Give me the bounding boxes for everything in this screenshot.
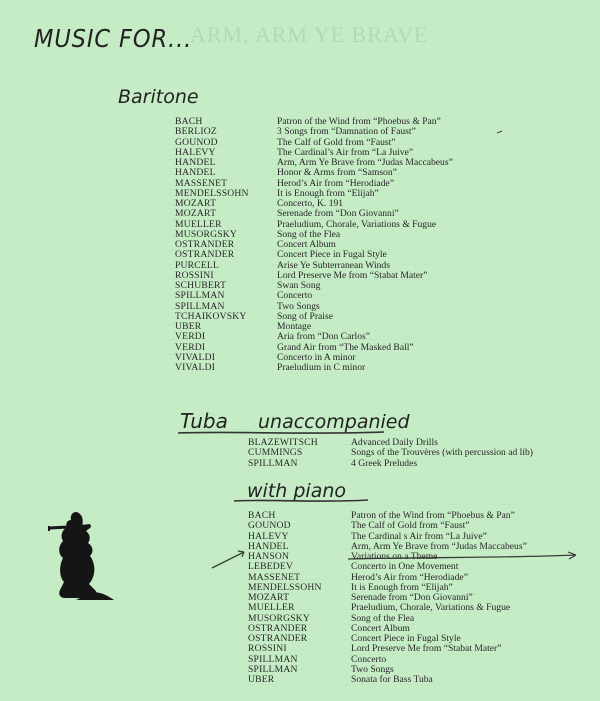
handwritten-arrow-mark: [208, 538, 588, 578]
subsection-title-unaccompanied: unaccompanied: [258, 411, 410, 433]
work-title: Two Songs: [277, 300, 320, 312]
composer-name: VIVALDI: [175, 362, 216, 373]
composer-name: MENDELSSOHN: [175, 187, 249, 199]
work-title: Honor & Arms from “Samson”: [277, 167, 397, 179]
composer-name: GOUNOD: [248, 520, 291, 532]
composer-name: TCHAIKOVSKY: [175, 310, 247, 322]
work-title: 3 Songs from “Damnation of Faust”: [277, 126, 416, 138]
list-item: [175, 168, 453, 178]
work-title: Patron of the Wind from “Phoebus & Pan”: [277, 116, 441, 127]
list-item: [175, 250, 453, 260]
work-title: Serenade from “Don Giovanni”: [351, 592, 473, 603]
work-title: Concert Piece in Fugal Style: [277, 249, 387, 261]
composer-name: SPILLMAN: [248, 457, 298, 469]
work-title: The Calf of Gold from “Faust”: [351, 520, 470, 532]
composer-name: HANDEL: [175, 157, 216, 168]
work-title: Herod’s Air from “Herodiade”: [277, 177, 394, 189]
work-title: It is Enough from “Elijah”: [351, 581, 453, 593]
work-title: Song of the Flea: [277, 228, 341, 240]
composer-name: MUELLER: [248, 602, 295, 614]
work-title: Praeludium in C minor: [277, 362, 366, 373]
work-title: The Cardinal s Air from “La Juive”: [351, 530, 487, 542]
list-item: [248, 603, 527, 613]
composer-name: MOZART: [175, 198, 217, 209]
work-title: Lord Preserve Me from “Stabat Mater”: [277, 269, 428, 281]
composer-name: SPILLMAN: [248, 653, 298, 665]
composer-name: OSTRANDER: [248, 633, 308, 644]
list-item: [248, 448, 533, 458]
list-item: [175, 291, 453, 301]
subsection-title-with-piano: with piano: [247, 480, 346, 502]
work-title: Praeludium, Chorale, Variations & Fugue: [277, 218, 437, 230]
list-item: [248, 675, 527, 685]
composer-name: UBER: [175, 321, 202, 332]
work-title: Arise Ye Subterranean Winds: [277, 259, 390, 271]
composer-name: LEBEDEV: [248, 561, 294, 573]
section-title-tuba: Tuba: [180, 409, 228, 433]
composer-name: PURCELL: [175, 259, 220, 271]
composer-name: HANDEL: [175, 167, 216, 179]
composer-name: MUSORGSKY: [175, 228, 238, 240]
work-title: Serenade from “Don Giovanni”: [277, 208, 399, 220]
composer-name: HANSON: [248, 551, 290, 562]
work-title: Concerto in A minor: [277, 351, 356, 363]
composer-name: CUMMINGS: [248, 447, 303, 459]
handwritten-underline-unaccompanied: [176, 428, 386, 438]
work-title: It is Enough from “Elijah”: [277, 187, 379, 199]
list-item: [248, 459, 533, 469]
stray-dot-mark: [496, 128, 504, 136]
work-title: Arm, Arm Ye Brave from “Judas Maccabeus”: [351, 540, 527, 552]
work-title: Lord Preserve Me from “Stabat Mater”: [351, 643, 502, 655]
flute-player-silhouette-icon: [46, 506, 118, 602]
composer-name: MASSENET: [248, 571, 301, 583]
work-title: Concerto, K. 191: [277, 198, 344, 209]
composer-name: ROSSINI: [248, 643, 287, 655]
section-title-baritone: Baritone: [118, 86, 199, 108]
list-item: [175, 312, 453, 322]
list-item: [175, 363, 453, 373]
work-title: Swan Song: [277, 280, 321, 291]
work-title: Variations on a Theme: [351, 551, 438, 562]
work-title: Arm, Arm Ye Brave from “Judas Maccabeus”: [277, 157, 453, 168]
composer-name: BLAZEWITSCH: [248, 437, 318, 448]
work-title: Advanced Daily Drills: [351, 437, 438, 448]
work-title: Song of the Flea: [351, 612, 415, 624]
work-title: Concert Piece in Fugal Style: [351, 633, 461, 644]
baritone-repertoire-list: [175, 117, 453, 373]
list-item: [248, 644, 527, 654]
work-title: Aria from “Don Carlos”: [277, 331, 370, 343]
work-title: Patron of the Wind from “Phoebus & Pan”: [351, 510, 515, 521]
composer-name: VERDI: [175, 341, 206, 353]
handwritten-underline-with-piano: [232, 496, 372, 506]
work-title: The Calf of Gold from “Faust”: [277, 136, 396, 148]
work-title: Montage: [277, 321, 312, 332]
composer-name: MUSORGSKY: [248, 612, 311, 624]
composer-name: OSTRANDER: [175, 249, 235, 261]
work-title: Grand Air from “The Masked Ball”: [277, 341, 414, 353]
composer-name: VIVALDI: [175, 351, 216, 363]
work-title: Herod’s Air from “Herodiade”: [351, 571, 468, 583]
work-title: The Cardinal’s Air from “La Juive”: [277, 146, 414, 158]
work-title: Sonata for Bass Tuba: [351, 674, 433, 685]
composer-name: BACH: [248, 510, 276, 521]
work-title: Concert Album: [351, 622, 410, 634]
composer-name: MUELLER: [175, 218, 222, 230]
composer-name: BACH: [175, 116, 203, 127]
work-title: Two Songs: [351, 663, 394, 675]
work-title: 4 Greek Preludes: [351, 457, 418, 469]
print-through-text: ARM, ARM YE BRAVE: [190, 22, 429, 47]
list-item: [248, 521, 527, 531]
composer-name: HALEVY: [248, 530, 289, 542]
page-title: MUSIC FOR...: [34, 24, 193, 53]
composer-name: VERDI: [175, 331, 206, 343]
work-title: Concerto in One Movement: [351, 561, 459, 573]
composer-name: SCHUBERT: [175, 280, 227, 291]
composer-name: MOZART: [175, 208, 217, 220]
work-title: Song of Praise: [277, 310, 333, 322]
composer-name: MENDELSSOHN: [248, 581, 322, 593]
work-title: Concert Album: [277, 239, 336, 250]
composer-name: OSTRANDER: [248, 622, 308, 634]
composer-name: UBER: [248, 674, 275, 685]
composer-name: SPILLMAN: [175, 300, 225, 312]
work-title: Concerto: [277, 290, 313, 302]
work-title: Praeludium, Chorale, Variations & Fugue: [351, 602, 511, 614]
composer-name: MOZART: [248, 592, 290, 603]
work-title: Concerto: [351, 653, 387, 665]
tuba-unaccompanied-list: [248, 438, 533, 469]
composer-name: GOUNOD: [175, 136, 218, 148]
list-item: [175, 127, 453, 137]
composer-name: SPILLMAN: [175, 290, 225, 302]
composer-name: BERLIOZ: [175, 126, 217, 138]
composer-name: HALEVY: [175, 146, 216, 158]
composer-name: ROSSINI: [175, 269, 214, 281]
composer-name: MASSENET: [175, 177, 228, 189]
composer-name: SPILLMAN: [248, 663, 298, 675]
work-title: Songs of the Trouvères (with percussion ad lib): [351, 447, 533, 459]
composer-name: HANDEL: [248, 540, 289, 552]
composer-name: OSTRANDER: [175, 239, 235, 250]
list-item: [175, 209, 453, 219]
list-item: [175, 332, 453, 342]
